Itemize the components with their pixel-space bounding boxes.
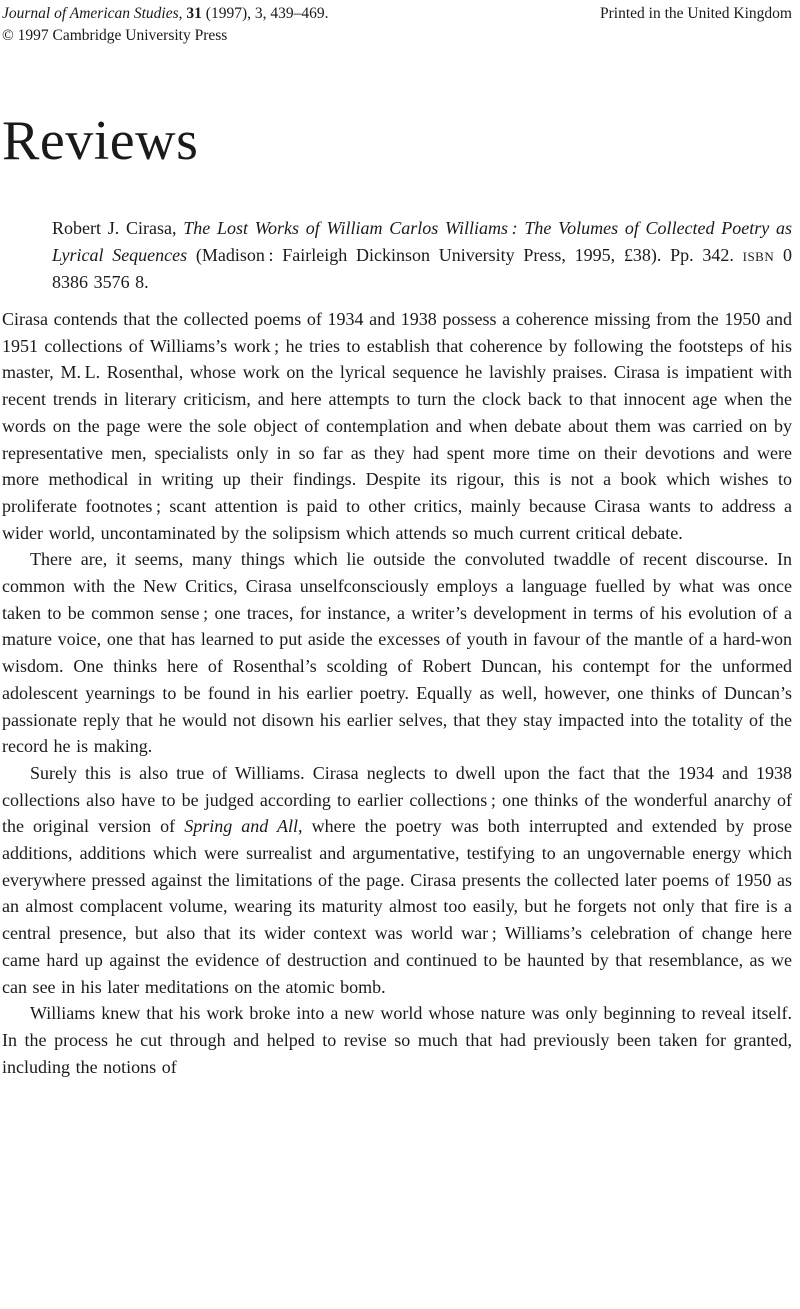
book-citation: Robert J. Cirasa, The Lost Works of William Carlos Williams : The Volumes of Collected Poetry as Lyrical Sequences (Madison : Fairleigh Dickinson University Press, 1995, £38). Pp. 342. isbn 0 8386 3576 8. [52,218,792,292]
paragraph: Williams knew that his work broke into a new world whose nature was only beginning to reveal itself. In the process he cut through and helped to revise so much that had previously been taken for granted, including the notions of [2,1003,792,1077]
paragraph: Cirasa contends that the collected poems of 1934 and 1938 possess a coherence missing from the 1950 and 1951 collections of Williams’s work ; he tries to establish that coherence by following the footsteps of his master, M. L. Rosenthal, whose work on the lyrical sequence he lavishly praises. Cirasa is impatient with recent trends in literary criticism, and here attempts to turn the clock back to that innocent age when the words on the page were the sole object of contemplation and when debate about them was carried on by representative men, specialists only in so far as they had spent more time on their devotions and were more methodical in writing up their findings. Despite its rigour, this is not a book which wishes to proliferate footnotes ; scant attention is paid to other critics, mainly because Cirasa wants to address a wider world, uncontaminated by the solipsism which attends so much current critical debate. [2,309,792,543]
journal-header-line [2,3,792,24]
paragraph: There are, it seems, many things which lie outside the convoluted twaddle of recent discourse. In common with the New Critics, Cirasa unselfconsciously employs a language fuelled by what was once taken to be common sense ; one traces, for instance, a writer’s development in terms of his evolution of a mature voice, one that has learned to put aside the excesses of youth in favour of the mantle of a hard-won wisdom. One thinks here of Rosenthal’s scolding of Robert Duncan, his contempt for the unformed adolescent yearnings to be found in his earlier poetry. Equally as well, however, one thinks of Duncan’s passionate reply that he would not disown his earlier selves, that they stay impacted into the totality of the record he is making. [2,549,792,757]
copyright-notice: © 1997 Cambridge University Press [2,27,228,44]
page-title: Reviews [2,110,199,172]
review-body [2,306,792,1080]
printed-note: Printed in the United Kingdom [599,5,792,22]
paragraph: Surely this is also true of Williams. Cirasa neglects to dwell upon the fact that the 1934 and 1938 collections also have to be judged according to earlier collections ; one thinks of the wonderful anarchy of the original version of Spring and All, where the poetry was both interrupted and extended by prose additions, additions which were surrealist and argumentative, testifying to an ungovernable energy which everywhere pressed against the limitations of the page. Cirasa presents the collected later poems of 1950 as an almost complacent volume, wearing its maturity almost too easily, but he forgets not only that fire is a central presence, but also that its wider context was world war ; Williams’s celebration of change here came hard up against the evidence of destruction and continued to be haunted by that resemblance, as we can see in his later meditations on the atomic bomb. [2,762,793,997]
journal-citation: Journal of American Studies, 31 (1997), 3, 439–469. [2,5,329,22]
